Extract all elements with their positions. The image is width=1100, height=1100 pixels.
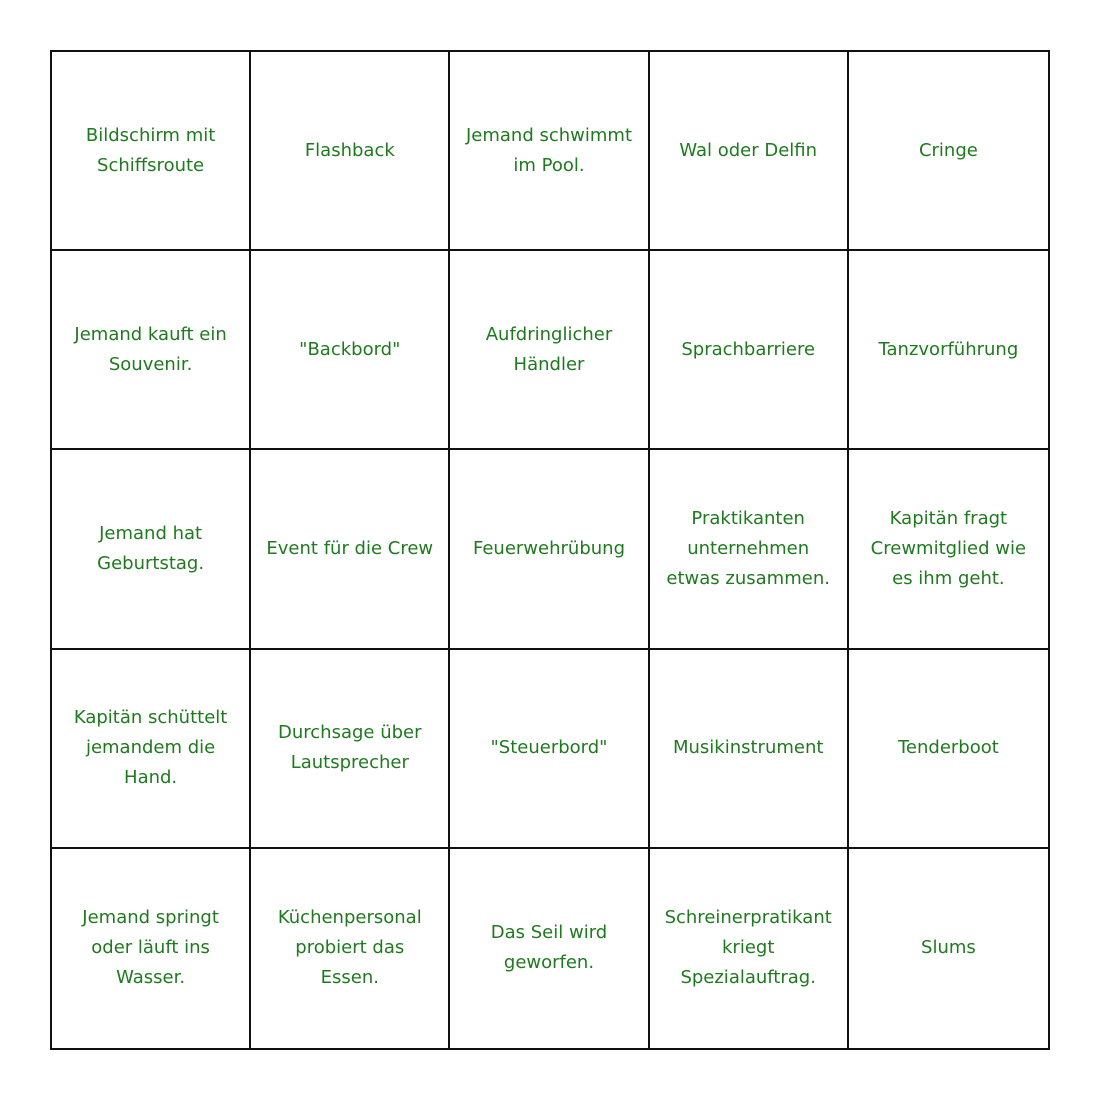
bingo-cell-text: "Backbord": [299, 338, 401, 360]
bingo-cell-text: Das Seil wird geworfen.: [490, 922, 608, 974]
bingo-cell: [450, 849, 649, 1048]
bingo-cell-text: Jemand springt oder läuft ins Wasser.: [82, 907, 219, 989]
bingo-cell: [849, 52, 1048, 251]
bingo-cell-text: Aufdringlicher Händler: [485, 323, 613, 375]
bingo-cell-text: Schreinerpratikant kriegt Spezialauftrag.: [664, 907, 832, 989]
bingo-cell: [650, 650, 849, 849]
bingo-cell: [52, 849, 251, 1048]
bingo-cell-text: Tenderboot: [897, 737, 999, 759]
bingo-card: [50, 50, 1050, 1050]
bingo-cell: [650, 450, 849, 649]
bingo-cell-text: Wal oder Delfin: [679, 139, 818, 161]
bingo-cell: [650, 251, 849, 450]
bingo-cell-text: Durchsage über Lautsprecher: [278, 722, 422, 774]
bingo-cell: [251, 251, 450, 450]
bingo-cell: [650, 849, 849, 1048]
bingo-cell-text: Kapitän fragt Crewmitglied wie es ihm geht.: [870, 507, 1027, 589]
bingo-cell-text: Slums: [921, 937, 976, 959]
bingo-cell: [52, 450, 251, 649]
bingo-cell: [450, 52, 649, 251]
bingo-cell: [849, 251, 1048, 450]
bingo-cell-text: Feuerwehrübung: [472, 537, 625, 559]
bingo-cell-text: Jemand hat Geburtstag.: [97, 522, 205, 574]
bingo-cell: [849, 849, 1048, 1048]
bingo-cell-text: "Steuerbord": [490, 737, 608, 759]
bingo-cell-text: Bildschirm mit Schiffsroute: [85, 124, 216, 176]
bingo-cell: [251, 52, 450, 251]
bingo-cell: [52, 52, 251, 251]
bingo-cell-text: Praktikanten unternehmen etwas zusammen.: [666, 507, 830, 589]
bingo-cell: [52, 650, 251, 849]
bingo-cell-text: Tanzvorführung: [878, 338, 1019, 360]
bingo-cell-text: Flashback: [304, 139, 395, 161]
bingo-cell: [450, 450, 649, 649]
bingo-cell: [650, 52, 849, 251]
bingo-cell-text: Kapitän schüttelt jemandem die Hand.: [73, 707, 228, 789]
bingo-cell-text: Küchenpersonal probiert das Essen.: [277, 907, 422, 989]
bingo-cell: [450, 650, 649, 849]
bingo-cell-text: Jemand schwimmt im Pool.: [465, 124, 633, 176]
bingo-cell: [251, 650, 450, 849]
bingo-cell: [251, 450, 450, 649]
bingo-cell: [450, 251, 649, 450]
bingo-cell: [251, 849, 450, 1048]
bingo-cell-text: Jemand kauft ein Souvenir.: [74, 323, 227, 375]
bingo-cell-text: Event für die Crew: [266, 537, 434, 559]
bingo-cell-text: Musikinstrument: [672, 737, 824, 759]
bingo-cell: [849, 650, 1048, 849]
bingo-cell: [849, 450, 1048, 649]
bingo-cell-text: Cringe: [918, 139, 978, 161]
bingo-cell-text: Sprachbarriere: [681, 338, 816, 360]
bingo-cell: [52, 251, 251, 450]
